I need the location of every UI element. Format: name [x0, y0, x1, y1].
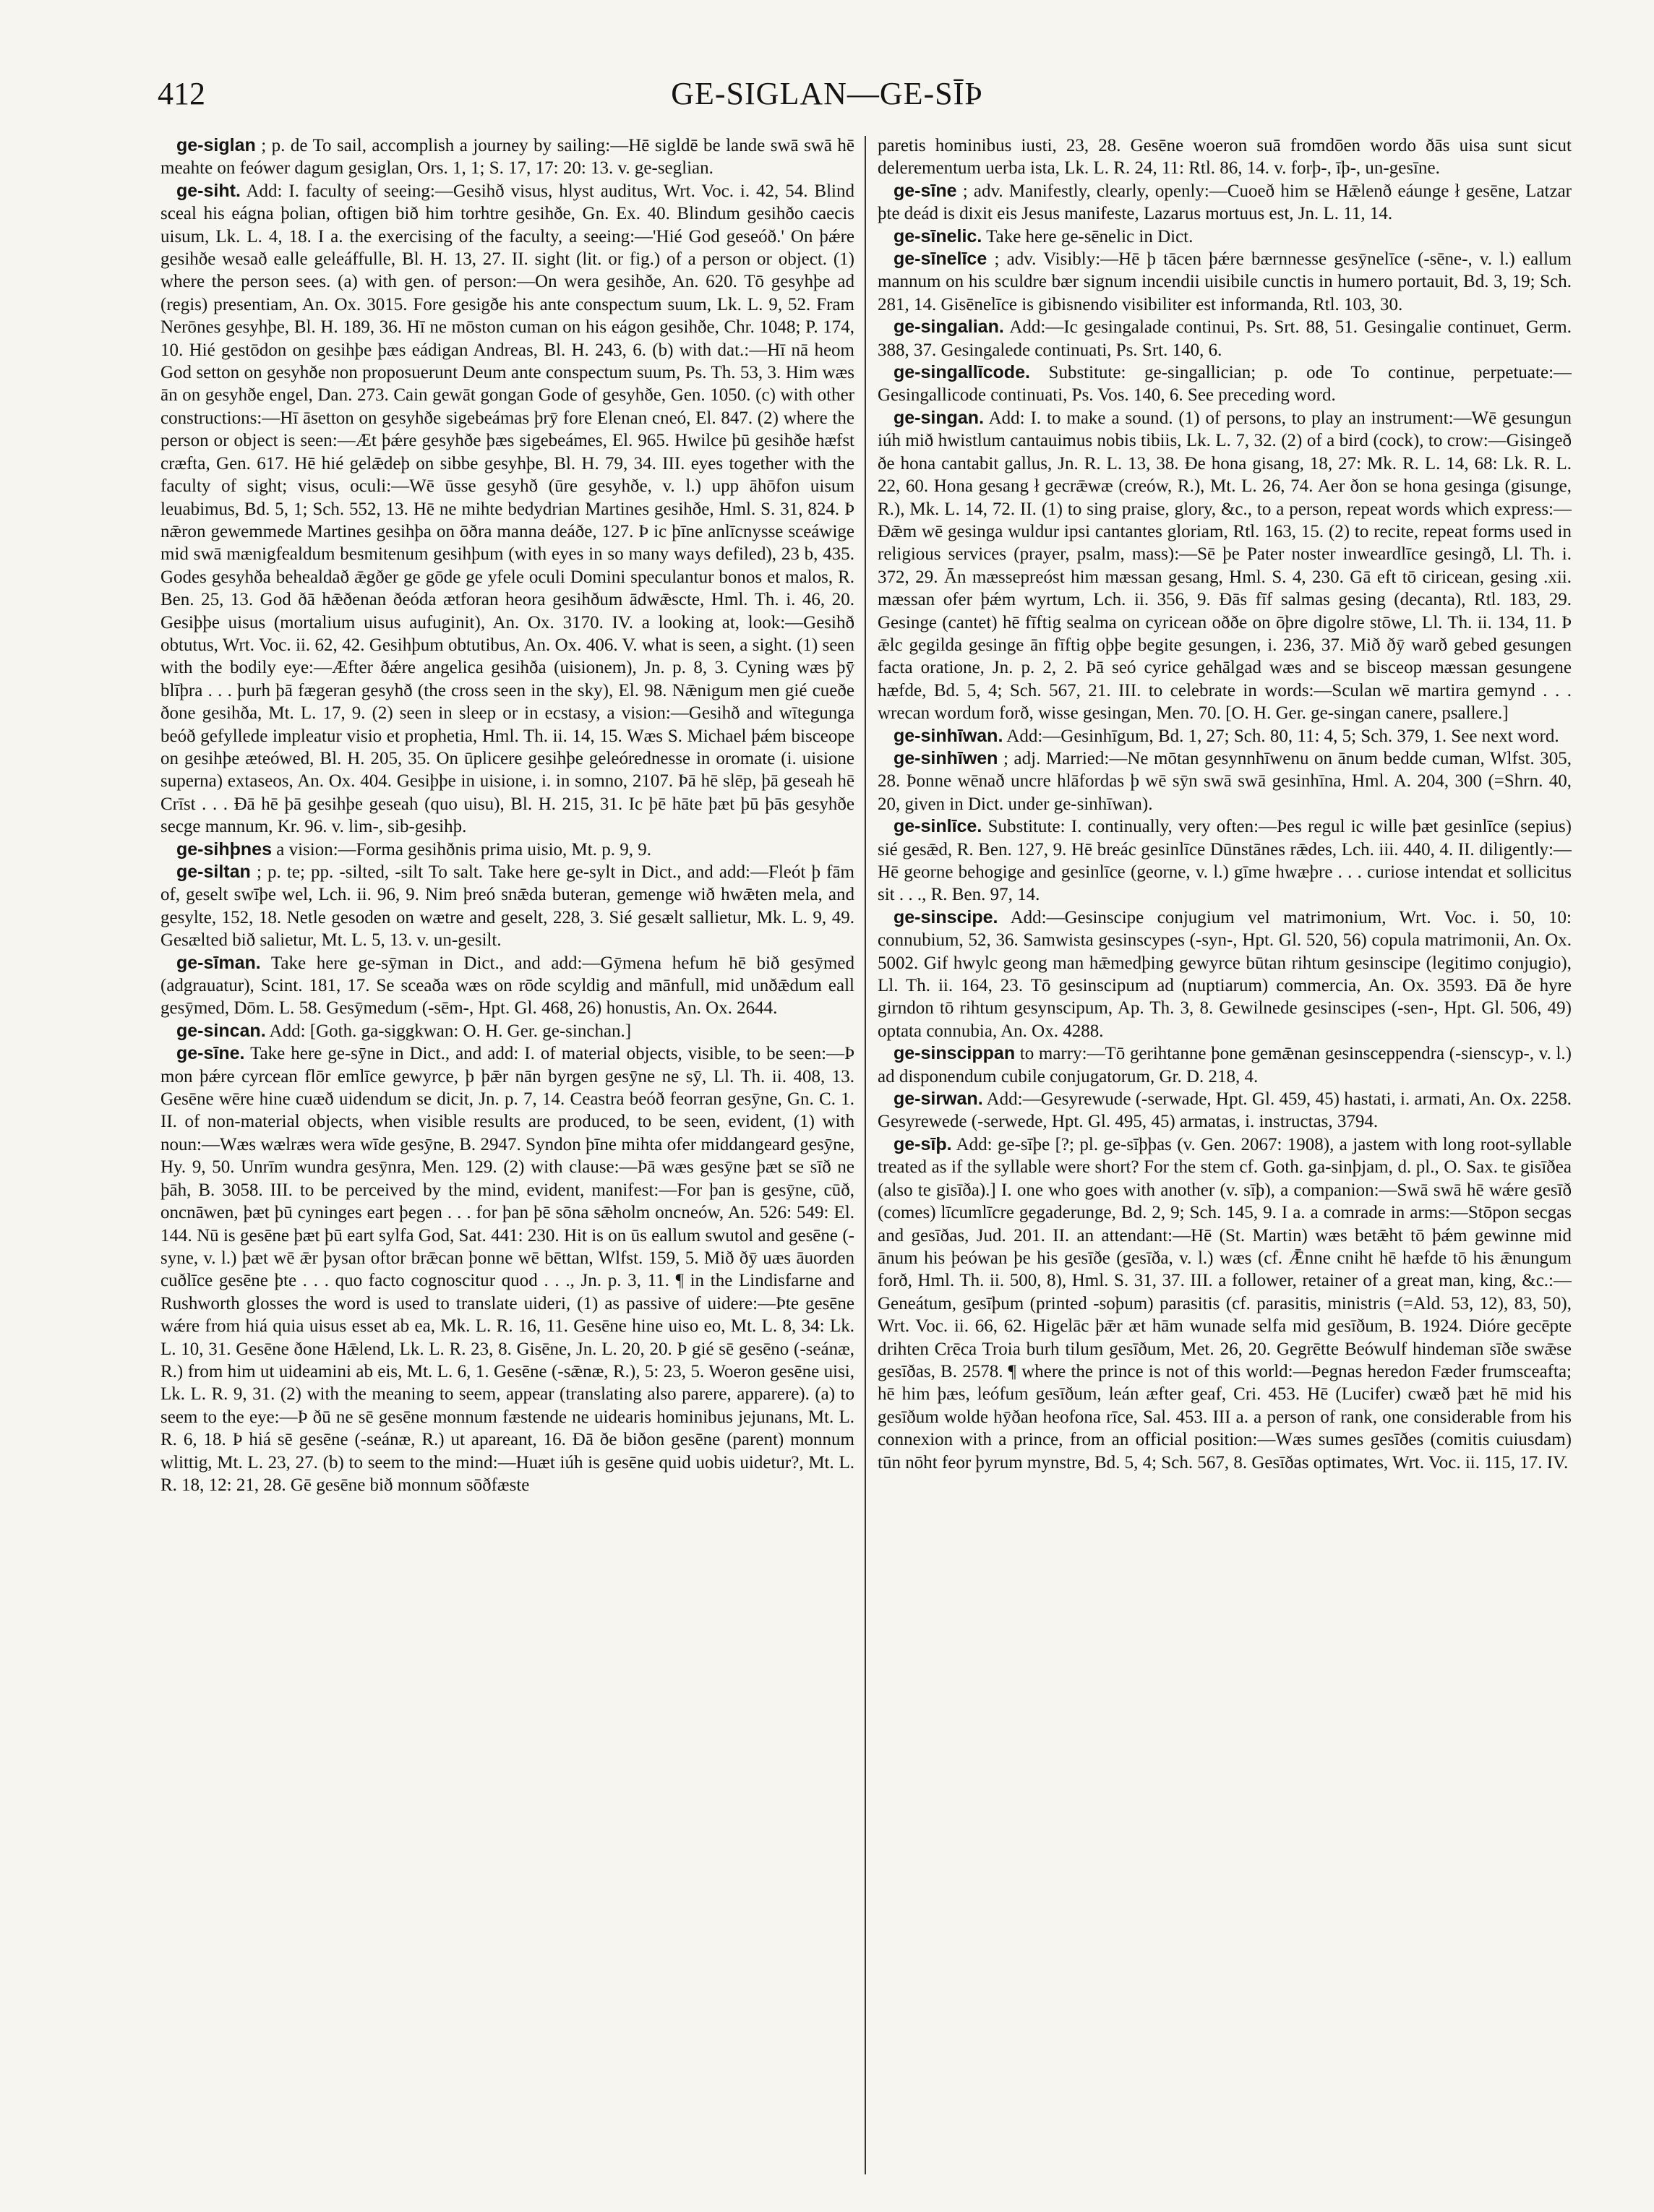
- entry: [160, 1042, 854, 1496]
- entry-body: ; p. de To sail, accomplish a journey by sailing:—Hē sigldē be lande swā swā hē meahte on feówer dagum gesiglan, Ors. 1, 1; S. 17, 17: 20: 13. v. ge-seglian.: [160, 136, 854, 179]
- headword: ge-sinhīwen: [894, 747, 998, 768]
- entry: [878, 1042, 1572, 1088]
- entry: [160, 861, 854, 952]
- entry-body: Substitute: ge-singallician; p. ode To continue, perpetuate:—Gesingallicode continuati, Ps. Vos. 140, 6. See preceding word.: [878, 363, 1572, 406]
- entry-body: a vision:—Forma gesihðnis prima uisio, Mt. p. 9, 9.: [276, 839, 651, 859]
- entry: [878, 906, 1572, 1042]
- entry-body: Take here ge-sēnelic in Dict.: [986, 226, 1194, 247]
- headword: ge-singalian.: [894, 317, 1004, 338]
- entry: [878, 407, 1572, 725]
- headword: ge-sīnelīce: [894, 249, 987, 270]
- headword: ge-sīman.: [176, 952, 261, 973]
- headword: ge-singallīcode.: [894, 362, 1030, 383]
- entry-body: ; adv. Visibly:—Hē þ tācen þǽre bærnnesse gesȳnelīce (-sēne-, v. l.) eallum mannum on his sculdre bær signum incendii uisibile cunctis in humero portauit, Bd. 3, 19; Sch. 281, 14. Gisēnelīce is gibisnendo visibiliter est informanda, Rtl. 103, 30.: [878, 249, 1572, 314]
- entry: [878, 747, 1572, 815]
- page-number: 412: [158, 76, 205, 111]
- entry-body: Add: I. to make a sound. (1) of persons, to play an instrument:—Wē gesungun iúh mið hwistlum cantauimus nobis tibiis, Lk. L. 7, 32. (2) of a bird (cock), to crow:—Gisingeð ðe hona cantabit gallus, Jn. R. L. 13, 38. Ðe hona gisang, 18, 27: Mk. R. L. 14, 68: Lk. R. L. 22, 60. Hona gesang ł gecrǣwæ (creów, R.), Mt. L. 26, 74. Aer ðon se hona gesinga (gisunge, R.), Mk. L. 14, 72. II. (1) to sing praise, glory, &c., to a person, repeat words which express:—Ðǣm wē gesinga wuldur ipsi cantantes gloriam, Rtl. 163, 15. (2) to recite, repeat forms used in religious services (prayer, psalm, mass):—Sē þe Pater noster inweardlīce gesingð, Ll. Th. i. 372, 29. Ān mæssepreóst him mæssan gesang, Hml. S. 4, 230. Gā eft tō ciricean, gesing .xii. mæssan ofer þǽm wyrtum, Lch. ii. 356, 9. Ðās fīf salmas gesing (decanta), Rtl. 183, 29. Gesinge (cantet) hē fīftig sealma on cyricean oððe on ōþre digolre stōwe, Ll. Th. ii. 134, 11. Þ ǣlc gegilda gesinge ān fīftig oþþe begite gesungen, i. 236, 37. Mið ðȳ warð gebed gesungen facta oratione, Jn. p. 2, 2. Þā seó cyrice gehālgad wæs and se bisceop mæssan gesungene hæfde, Bd. 5, 4; Sch. 567, 21. III. to celebrate in words:—Sculan wē martira gemynd . . . wrecan wordum forð, wisse gesingan, Men. 70. [O. H. Ger. ge-singan canere, psallere.]: [878, 408, 1572, 724]
- headword: ge-sihþnes: [176, 839, 272, 859]
- entry-body: Add:—Gesinhīgum, Bd. 1, 27; Sch. 80, 11: 4, 5; Sch. 379, 1. See next word.: [1006, 726, 1559, 746]
- entry-body: paretis hominibus iusti, 23, 28. Gesēne woeron suā fromdōen wordo ðās uisa sunt sicut delerementum uerba ista, Lk. L. R. 24, 11: Rtl. 86, 14. v. forþ-, īþ-, un-gesīne.: [878, 136, 1572, 179]
- entry: [160, 134, 854, 180]
- entry: [160, 952, 854, 1020]
- entry: [878, 725, 1572, 747]
- headword: ge-singan.: [894, 407, 985, 428]
- headword: ge-sīþ.: [894, 1133, 952, 1154]
- headword: ge-sinlīce.: [894, 816, 982, 837]
- headword: ge-sīne: [894, 180, 957, 201]
- entry-body: Add: I. faculty of seeing:—Gesihð visus, hlyst auditus, Wrt. Voc. i. 42, 54. Blind sceal his eágna þolian, oftigen bið him torhtre gesihðe, Gn. Ex. 40. Blindum gesihðo caecis uisum, Lk. L. 4, 18. I a. the exercising of the faculty, a seeing:—'Hié God geseóð.' On þǽre gesihðe wesað ealle geleáffulle, Bl. H. 13, 27. II. sight (lit. or fig.) of a person or object. (1) where the person sees. (a) with gen. of person:—On wera gesihðe, An. 620. Tō gesyhþe ad (regis) presentiam, An. Ox. 3015. Fore gesigðe his ante conspectum suum, Lk. L. 9, 52. Fram Nerōnes gesyhþe, Bl. H. 189, 36. Hī ne mōston cuman on his eágon gesihðe, Chr. 1048; P. 174, 10. Hié gestōdon on gesihþe þæs eádigan Andreas, Bl. H. 243, 6. (b) with dat.:—Hī nā heom God setton on gesyhðe non proposuerunt Deum ante conspectum suum, Ps. Th. 53, 3. Him wæs ān on gesyhðe engel, Dan. 273. Cain gewāt gongan Gode of gesyhðe, Gen. 1050. (c) with other constructions:—Hī āsetton on gesyhðe sigebeámas þrȳ fore Elenan cneó, El. 847. (2) where the person or object is seen:—Æt þǽre gesyhðe þæs sigebeámes, El. 965. Hwilce þū gesihðe hæfst cræfta, Gen. 617. Hē hié gelǣdeþ on sibbe gesyhþe, Bl. H. 79, 34. III. eyes together with the faculty of sight; visus, oculi:—Wē ūsse gesyhð (ūre gesyhðe, v. l.) upp āhōfon uisum leuabimus, Bd. 5, 1; Sch. 552, 13. Hē ne mihte bedydrian Martines gesihðe, Hml. S. 31, 824. Þ nǣron gewemmede Martines gesihþa on ōðra manna deáðe, 127. Þ ic þīne anlīcnysse sceáwige mid swā mænigfealdum besmitenum gesihþum (with eyes in so many ways defiled), 23 b, 435. Godes gesyhða behealdað ǣgðer ge gōde ge yfele oculi Domini speculantur bonos et malos, R. Ben. 25, 13. God ðā hǣðenan ðeóda ætforan heora gesihðum ādwǣscte, Hml. Th. i. 46, 20. Gesiþþe uisus (mortalium uisus aufuginit), An. Ox. 3170. IV. a looking at, look:—Gesihð obtutus, Wrt. Voc. ii. 62, 42. Gesihþum obtutibus, An. Ox. 406. V. what is seen, a sight. (1) seen with the bodily eye:—Æfter ðǽre angelica gesihða (uisionem), Jn. p. 8, 3. Cyning wæs þȳ blīþra . . . þurh þā fægeran gesyhð (the cross seen in the sky), El. 98. Nǣnigum men gié cueðe ðone gesihða, Mt. L. 17, 9. (2) seen in sleep or in ecstasy, a vision:—Gesihð and wītegunga beóð gefyllede impleatur visio et prophetia, Hml. Th. ii. 14, 15. Wæs S. Michael þǽm bisceope on gesihþe æteówed, Bl. H. 205, 35. On ūplicere gesihþe geleórednesse in oromate (i. uisione superna) extaseos, An. Ox. 404. Gesiþþe in uisione, i. in somno, 2107. Þā hē slēp, þā geseah hē Crīst . . . Ðā hē þā gesihþe geseah (quo uisu), Bl. H. 215, 31. Ic þē hāte þæt þū þās gesyhðe secge mannum, Kr. 96. v. lim-, sib-gesihþ.: [160, 181, 854, 837]
- left-column: [160, 134, 854, 2180]
- entry: [160, 180, 854, 839]
- column-divider: [865, 136, 866, 2174]
- entry: [878, 1088, 1572, 1133]
- entry: [878, 1133, 1572, 1474]
- entry-body: Add:—Gesyrewude (-serwade, Hpt. Gl. 459, 45) hastati, i. armati, An. Ox. 2258. Gesyrewede (-serwede, Hpt. Gl. 495, 45) armatas, i. instructas, 3794.: [878, 1089, 1572, 1132]
- headword: ge-sinscipe.: [894, 906, 998, 927]
- entry-body: Add: [Goth. ga-siggkwan: O. H. Ger. ge-sinchan.]: [269, 1021, 632, 1041]
- entry-body: Take here ge-sȳman in Dict., and add:—Gȳmena hefum hē bið gesȳmed (adgrauatur), Scint. 181, 17. Se sceaða wæs on rōde scyldig and mānfull, mid unðǣdum eall gesȳmed, Dōm. L. 58. Gesȳmedum (-sēm-, Hpt. Gl. 468, 26) honustis, An. Ox. 2644.: [160, 953, 854, 1019]
- page-header: [0, 75, 1654, 119]
- entry: [878, 226, 1572, 248]
- entry-body: to marry:—Tō gerihtanne þone gemǣnan gesinsceppendra (-sienscyp-, v. l.) ad disponendum cubile conjugatorum, Gr. D. 218, 4.: [878, 1044, 1572, 1086]
- headword: ge-sinscippan: [894, 1043, 1016, 1064]
- entry-body: ; p. te; pp. -silted, -silt To salt. Take here ge-sylt in Dict., and add:—Fleót þ fām of, geselt swīþe wel, Lch. ii. 96, 9. Nim þreó snǣda buteran, gemenge wið hwǣten mela, and gesylte, 152, 18. Netle gesoden on wætre and geselt, 228, 3. Sié gesælt sallietur, Mk. L. 9, 49. Gesælted bið salietur, Mt. L. 5, 13. v. un-gesilt.: [160, 862, 854, 951]
- entry-body: Add:—Gesinscipe conjugium vel matrimonium, Wrt. Voc. i. 50, 10: connubium, 52, 36. Samwista gesinscypes (-syn-, Hpt. Gl. 520, 56) copula matrimonii, An. Ox. 5002. Gif hwylc geong man hǣmedþing gewyrce būtan rihtum gesinscipe (legitimo conjugio), Ll. Th. ii. 164, 23. Tō gesinscipum ad (nuptiarum) commercia, An. Ox. 3593. Ðā ðe hyre girndon tō rihtum gesynscipum, Ap. Th. 3, 8. Gewilnede gesinscipes (-sen-, Hpt. Gl. 506, 49) optata connubia, An. Ox. 4288.: [878, 907, 1572, 1041]
- headword: ge-sīnelic.: [894, 226, 982, 247]
- headword: ge-sincan.: [176, 1020, 266, 1041]
- entry-body: ; adj. Married:—Ne mōtan gesynnhīwenu on ānum bedde cuman, Wlfst. 305, 28. Þonne wēnað uncre hlāfordas þ wē sȳn swā swā gesinhīna, Hml. A. 204, 300 (=Shrn. 40, 20, given in Dict. under ge-sinhīwan).: [878, 748, 1572, 814]
- entry-body: Take here ge-sȳne in Dict., and add: I. of material objects, visible, to be seen:—Þ mon þǽre cyrcean flōr emlīce gewyrce, þ þǣr nān byrgen gesȳne ne sȳ, Ll. Th. ii. 408, 13. Gesēne wēre hine cuæð uidendum se dicit, Jn. p. 7, 14. Ceastra beóð feorran gesȳne, Gn. C. 1. II. of non-material objects, when visible results are produced, to be seen, evident, (1) with noun:—Wæs wælræs wera wīde gesȳne, B. 2947. Syndon þīne mihta ofer middangeard gesȳne, Hy. 9, 50. Unrīm wundra gesȳnra, Men. 129. (2) with clause:—Þā wæs gesȳne þæt se sīð ne þāh, B. 3058. III. to be perceived by the mind, evident, manifest:—For þan is gesȳne, cūð, oncnāwen, þæt þū cyninges eart þegen . . . for þan þē sōna sǣholm oncneów, An. 526: 549: El. 144. Nū is gesēne þæt þū eart sylfa God, Sat. 441: 230. Hit is on ūs eallum swutol and gesēne (-syne, v. l.) þæt wē ǣr þysan oftor brǣcan þonne wē bēttan, Wlfst. 159, 5. Mið ðȳ uæs āuorden cuðlīce gesēne þte . . . quo facto cognoscitur quod . . ., Jn. p. 3, 11. ¶ in the Lindisfarne and Rushworth glosses the word is used to translate uideri, (1) as passive of uidere:—Þte gesēne wǽre from hiá quia uisus esset ab ea, Mk. L. R. 16, 11. Gesēne hine uiso eo, Mt. L. 8, 34: Lk. L. 10, 31. Gesēne ðone Hǣlend, Lk. L. R. 23, 8. Gisēne, Jn. L. 20, 20. Þ gié sē gesēno (-seánæ, R.) from him ut uideamini ab eis, Mt. L. 6, 1. Gesēne (-sǣnæ, R.), 5: 23, 5. Woeron gesēne uisi, Lk. L. R. 9, 31. (2) with the meaning to seem, appear (translating also parere, apparere). (a) to seem to the eye:—Þ ðū ne sē gesēne monnum fæstende ne uidearis hominibus jejunans, Mt. L. R. 6, 18. Þ hiá sē gesēne (-seánæ, R.) ut apareant, 16. Ðā ðe biðon gesēne (parent) monnum wlittig, Mt. L. 23, 27. (b) to seem to the mind:—Huæt iúh is gesēne quid uobis uidetur?, Mt. L. R. 18, 12: 21, 28. Gē gesēne bið monnum sōðfæste: [160, 1044, 854, 1495]
- entry: [160, 839, 854, 861]
- running-title: GE-SIGLAN—GE-SĪÞ: [671, 76, 983, 111]
- entry: [878, 248, 1572, 316]
- entry-body: Substitute: I. continually, very often:—Þes regul ic wille þæt gesinlīce (sepius) sié gesǣd, R. Ben. 127, 9. Hē breác gesinlīce Dūnstānes rǣdes, Lch. iii. 440, 4. II. diligently:—Hē georne behogige and gesinlīce (georne, v. l.) gīme hwæþre . . . curiose intendat et sollicitus sit . . ., R. Ben. 97, 14.: [878, 817, 1572, 905]
- entry: [878, 361, 1572, 407]
- entry: [878, 180, 1572, 226]
- entry-body: Add: ge-sīþe [?; pl. ge-sīþþas (v. Gen. 2067: 1908), a jastem with long root-syllable treated as if the syllable were short? For the stem cf. Goth. ga-sinþjam, d. pl., O. Sax. te gisīðea (also te gisīða).] I. one who goes with another (v. sīþ), a companion:—Swā swā hē wǽre gesīð (comes) līcumlīcre gegaderunge, Bd. 2, 9; Sch. 145, 9. I a. a comrade in arms:—Stōpon secgas and gesīðas, Jud. 201. II. an attendant:—Hē (St. Martin) wæs betǣht tō þǽm gewinne mid ānum his þeówan þe his gesīðe (gesīða, v. l.) wæs (cf. Ǣnne cniht hē hæfde tō his ǣnungum forð, Hml. Th. ii. 500, 8), Hml. S. 31, 37. III. a follower, retainer of a great man, king, &c.:—Geneátum, gesīþum (printed -soþum) parasitis (cf. parasitis, ministris (=Ald. 53, 12), 83, 50), Wrt. Voc. ii. 66, 62. Higelāc þǣr æt hām wunade selfa mid gesīðum, B. 1924. Dióre gecēpte drihten Crēca Troia burh tilum gesīðum, Met. 26, 20. Gegrētte Beówulf hindeman sīðe swǣse gesīðas, B. 2578. ¶ where the prince is not of this world:—Þegnas heredon Fæder frumsceafta; hē him þæs, leófum gesīðum, leán æfter geaf, Cri. 453. Hē (Lucifer) cwæð þæt hē mid his gesīðum wolde hȳðan heofona rīce, Sal. 453. III a. a person of rank, one considerable from his connexion with a prince, from an official position:—Wæs sumes gesīðes (comitis cuiusdam) tūn nōht feor þyrum mynstre, Bd. 5, 4; Sch. 567, 8. Gesīðas optimates, Wrt. Voc. ii. 115, 17. IV.: [878, 1134, 1572, 1472]
- headword: ge-sīne.: [176, 1043, 245, 1064]
- headword: ge-sirwan.: [894, 1089, 983, 1110]
- right-column: [878, 134, 1572, 2180]
- headword: ge-siltan: [176, 862, 251, 882]
- entry: [878, 815, 1572, 906]
- entry-body: ; adv. Manifestly, clearly, openly:—Cuoeð him se Hǣlenð eáunge ł gesēne, Latzar þte deád is dixit eis Jesus manifeste, Lazarus mortuus est, Jn. L. 11, 14.: [878, 181, 1572, 224]
- entry: [160, 1020, 854, 1042]
- headword: ge-siht.: [176, 180, 241, 201]
- headword: ge-siglan: [176, 135, 256, 155]
- entry: [878, 316, 1572, 361]
- headword: ge-sinhīwan.: [894, 725, 1003, 746]
- entry: [878, 134, 1572, 180]
- entry-body: Add:—Ic gesingalade continui, Ps. Srt. 88, 51. Gesingalie continuet, Germ. 388, 37. Gesingalede continuati, Ps. Srt. 140, 6.: [878, 317, 1572, 360]
